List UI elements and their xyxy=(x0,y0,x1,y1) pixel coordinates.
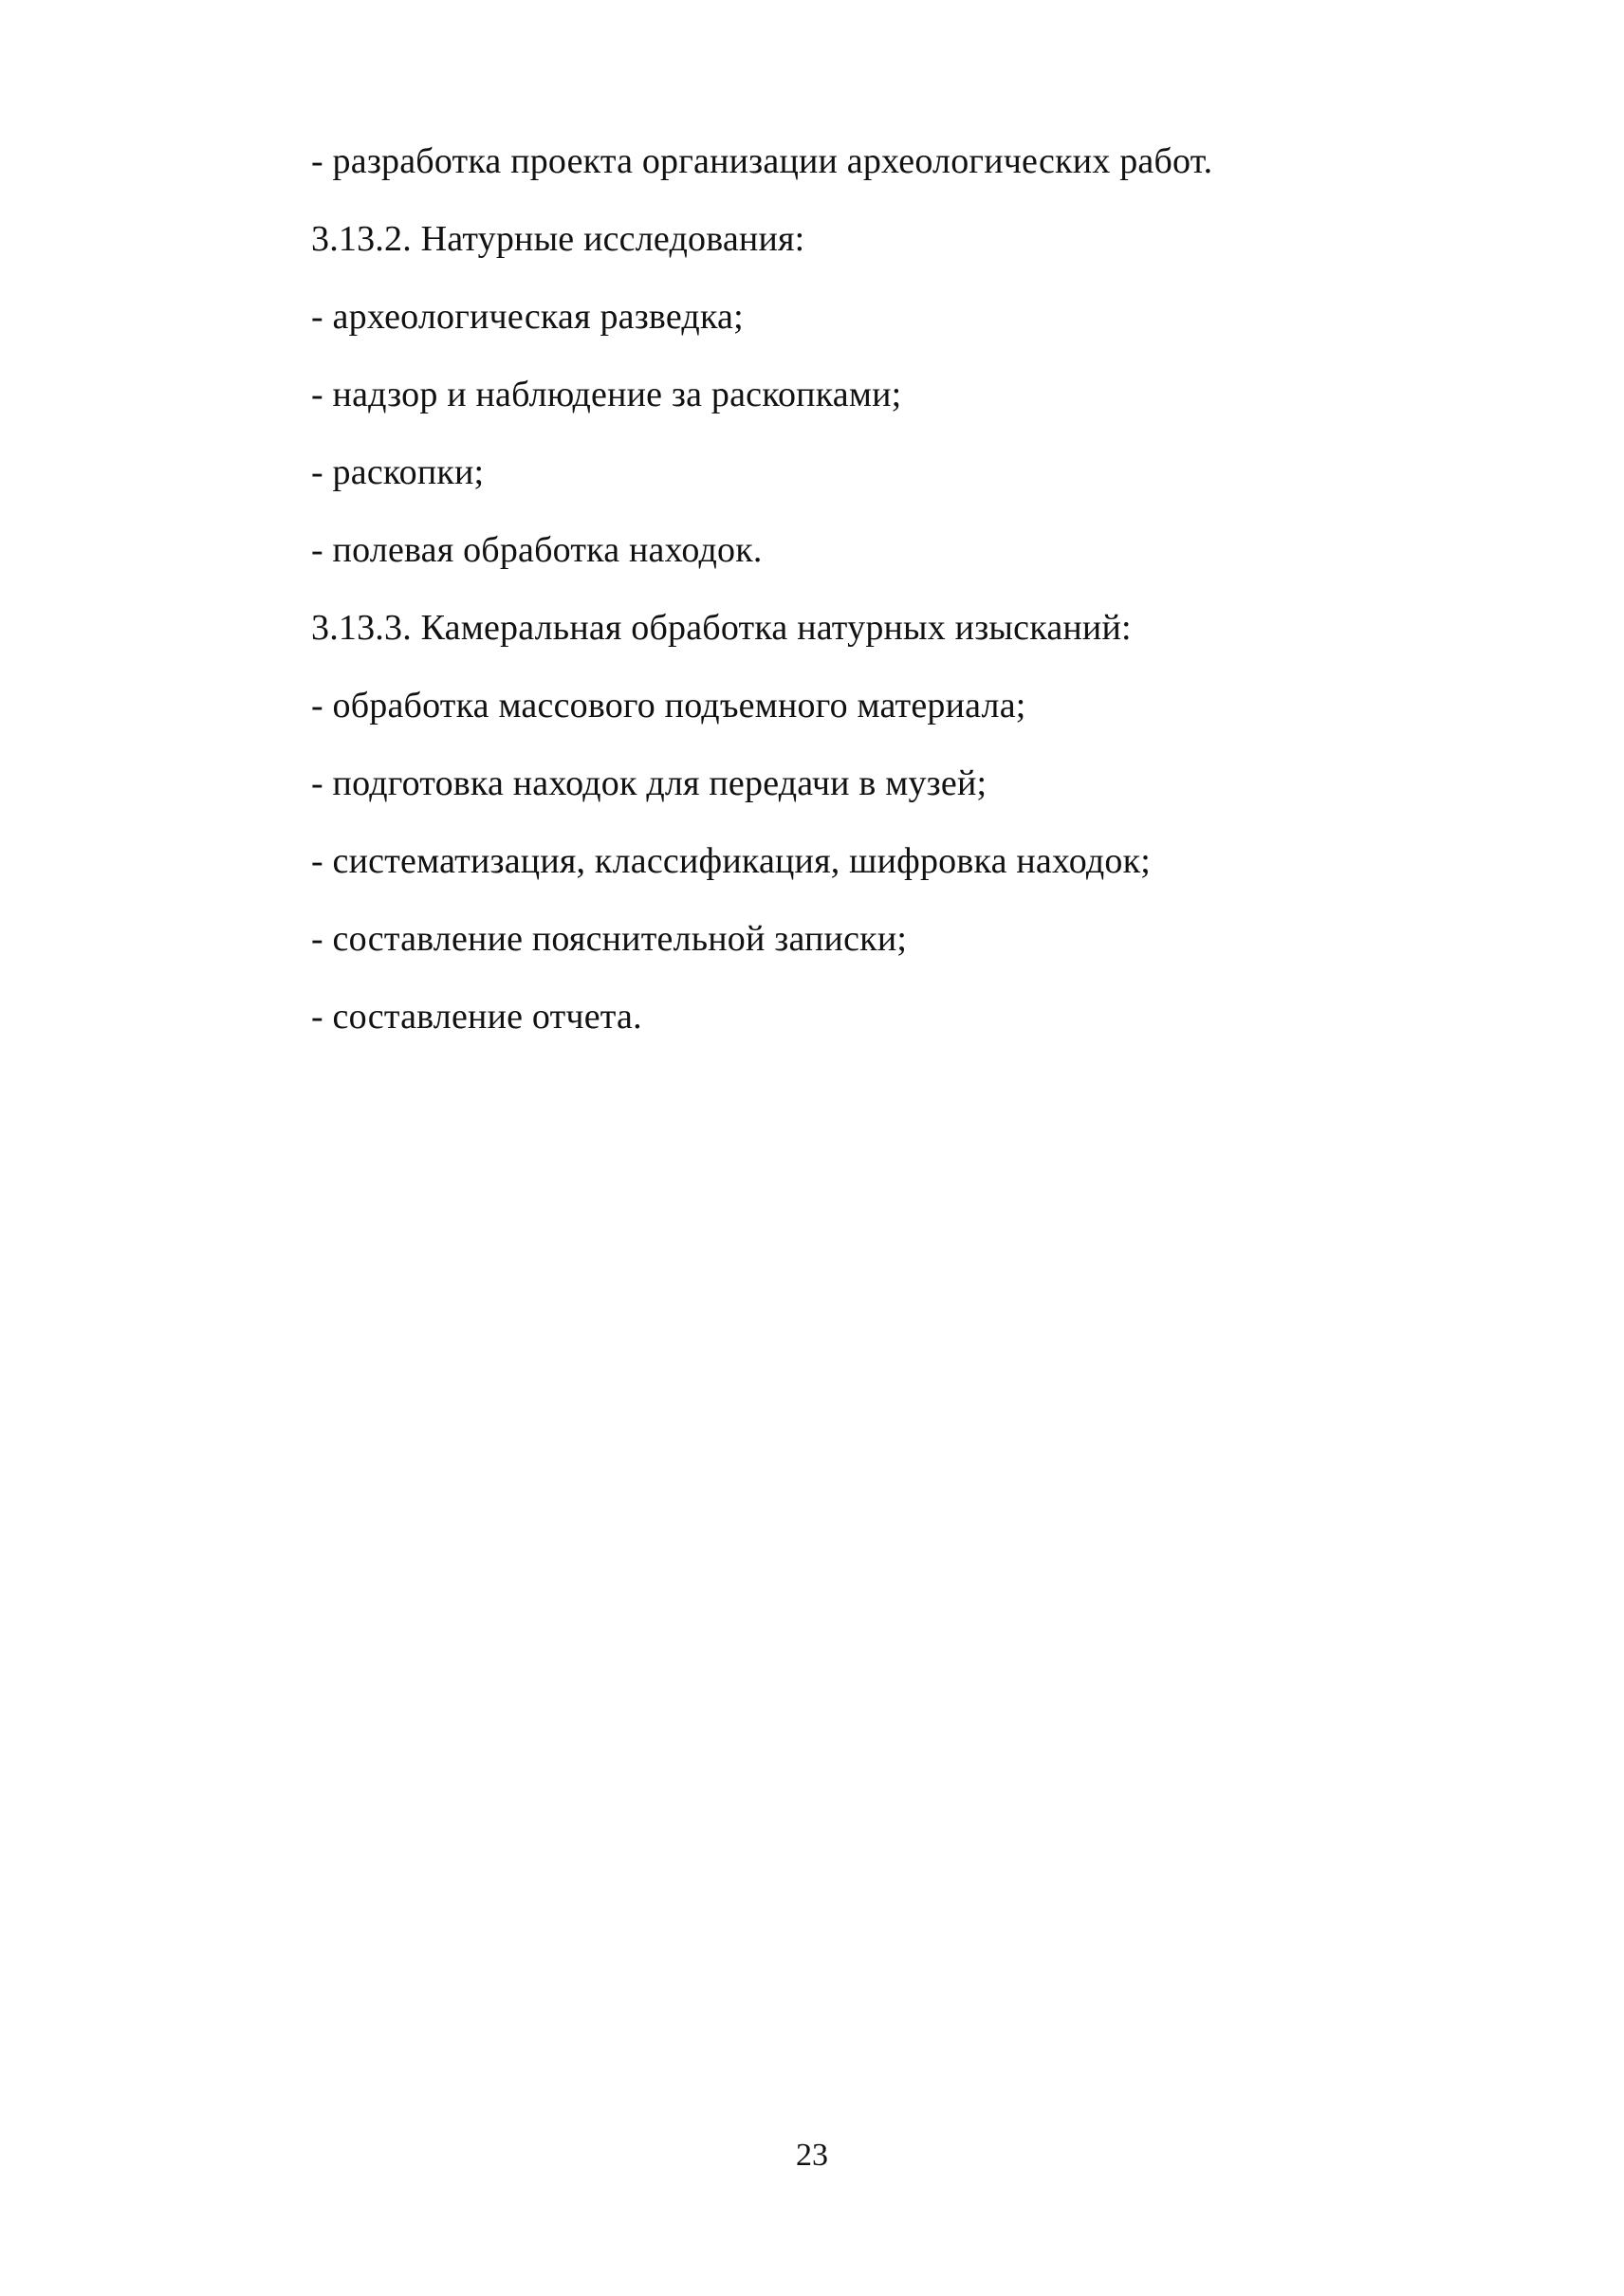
list-item-systematization: - систематизация, классификация, шифровка находок; xyxy=(311,841,1151,881)
list-item-explanatory-note: - составление пояснительной записки; xyxy=(311,919,908,959)
document-body xyxy=(311,142,1355,1075)
list-item-reconnaissance: - археологическая разведка; xyxy=(311,297,744,337)
section-heading-desk-processing: 3.13.3. Камеральная обработка натурных изысканий: xyxy=(311,608,1132,648)
list-item-material-processing: - обработка массового подъемного материала; xyxy=(311,686,1026,726)
list-item-excavations: - раскопки; xyxy=(311,452,485,492)
page-number: 23 xyxy=(796,2138,828,2173)
list-item-field-processing: - полевая обработка находок. xyxy=(311,530,763,570)
list-item-supervision: - надзор и наблюдение за раскопками; xyxy=(311,375,902,414)
section-heading-field-research: 3.13.2. Натурные исследования: xyxy=(311,219,805,259)
list-item-project-development: - разработка проекта организации археологических работ. xyxy=(311,141,1213,181)
list-item-museum-preparation: - подготовка находок для передачи в музей; xyxy=(311,763,987,803)
list-item-report: - составление отчета. xyxy=(311,997,642,1037)
